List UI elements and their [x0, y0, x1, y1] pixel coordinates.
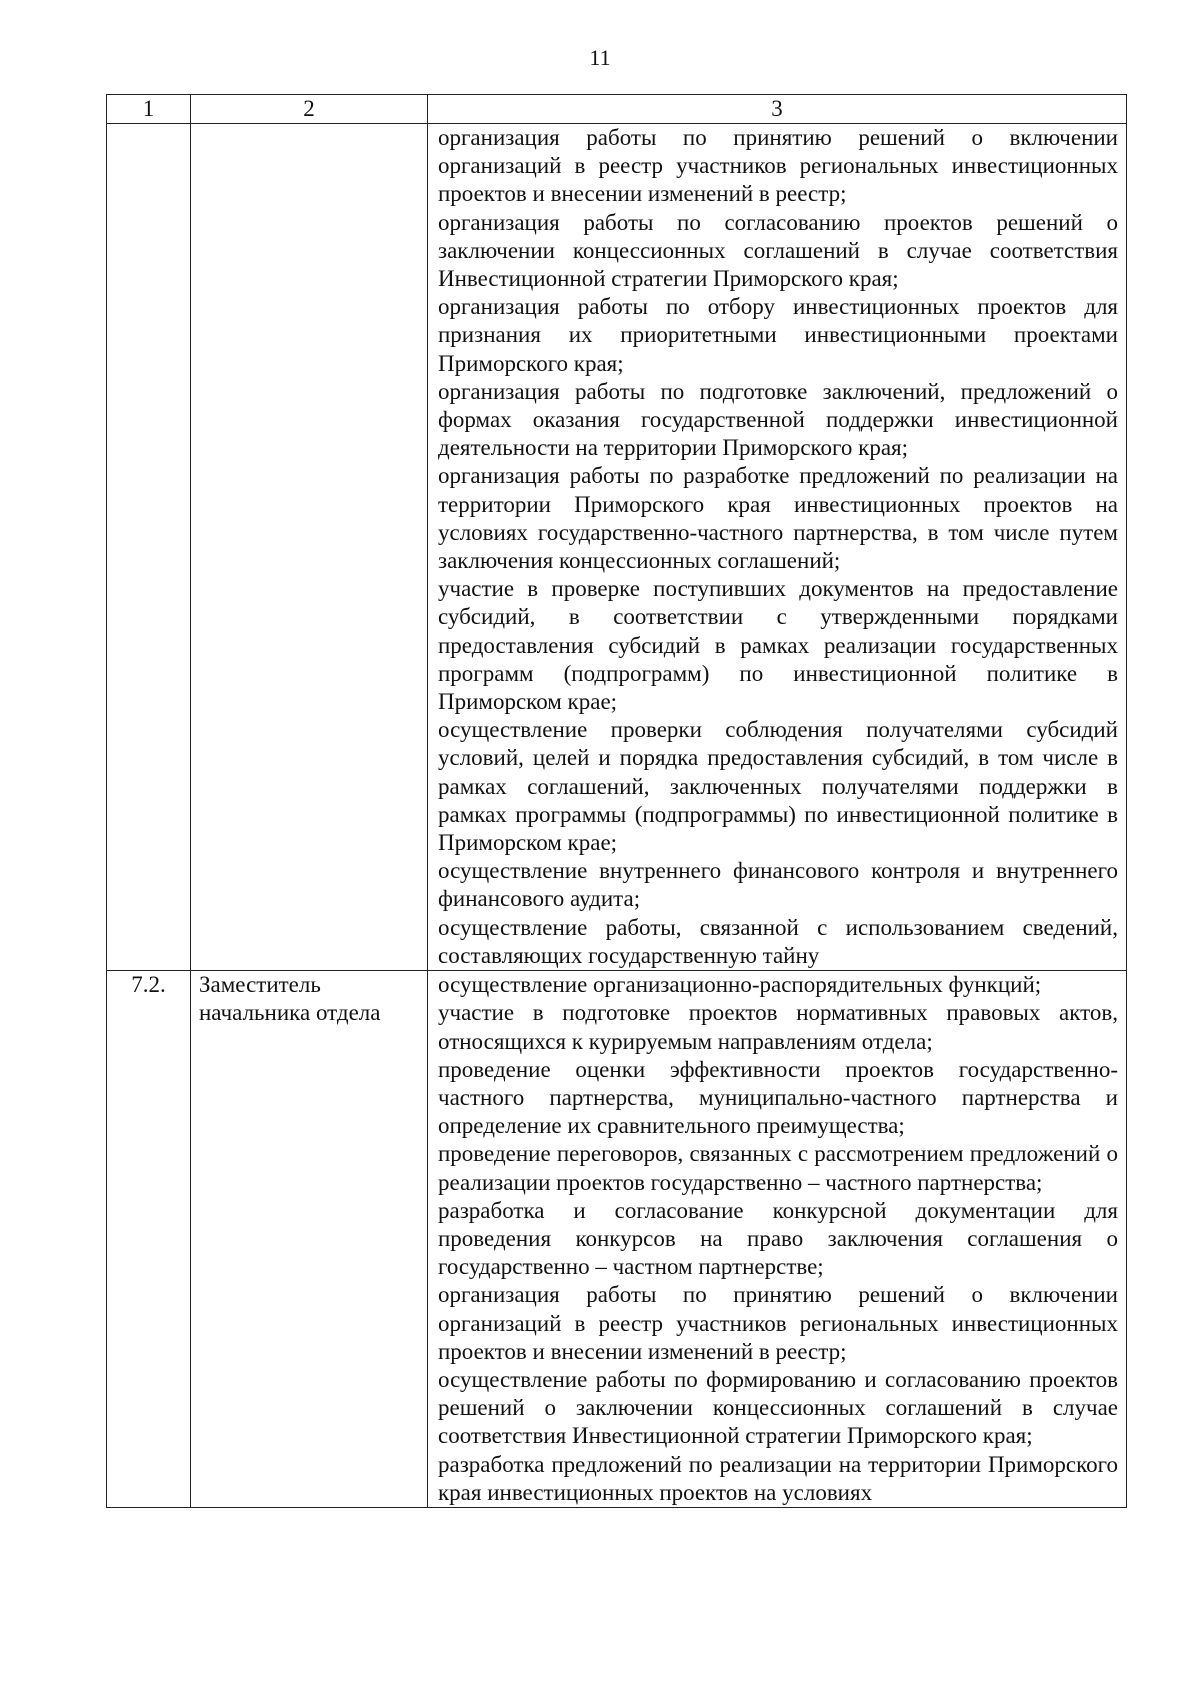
duty-item: осуществление работы, связанной с использованием сведений, составляющих государственную тайну	[438, 914, 1118, 968]
duty-item: организация работы по принятию решений о включении организаций в реестр участников региональных инвестиционных проектов и внесении изменений в реестр;	[438, 1282, 1118, 1364]
duty-item: разработка предложений по реализации на территории Приморского края инвестиционных проектов на условиях	[438, 1451, 1118, 1505]
position-title	[191, 124, 428, 971]
table-header-row	[107, 95, 1127, 124]
duty-item: организация работы по согласованию проектов решений о заключении концессионных соглашений в случае соответствия Инвестиционной стратегии Приморского края;	[438, 209, 1118, 292]
duty-item: осуществление организационно-распорядительных функций;	[438, 972, 1042, 998]
duties-table	[106, 94, 1127, 1508]
table-row	[107, 971, 1127, 1508]
duty-item: участие в проверке поступивших документов на предоставление субсидий, в соответствии с утвержденными порядками предоставления субсидий в рамках реализации государственных программ (подпрограмм) по инвестиционной политике в Приморском крае;	[438, 576, 1118, 715]
column-header-2: 2	[191, 95, 428, 124]
duty-item: организация работы по отбору инвестиционных проектов для признания их приоритетными инвестиционными проектами Приморского края;	[438, 294, 1118, 376]
duty-item: осуществление проверки соблюдения получателями субсидий условий, целей и порядка предоставления субсидий, в том числе в рамках соглашений, заключенных получателями поддержки в рамках программы (подпрограммы) по инвестиционной политике в Приморском крае;	[438, 717, 1118, 856]
column-header-3: 3	[428, 95, 1127, 124]
duty-item: участие в подготовке проектов нормативных правовых актов, относящихся к курируемым направлениям отдела;	[438, 1000, 1118, 1054]
duty-item: осуществление внутреннего финансового контроля и внутреннего финансового аудита;	[438, 858, 1118, 912]
position-title: Заместитель начальника отдела	[191, 971, 428, 1508]
duty-item: осуществление работы по формированию и согласованию проектов решений о заключении концессионных соглашений в случае соответствия Инвестиционной стратегии Приморского края;	[438, 1366, 1118, 1449]
row-number: 7.2.	[107, 971, 191, 1508]
duty-item: разработка и согласование конкурсной документации для проведения конкурсов на право заключения соглашения о государственно – частном партнерстве;	[438, 1197, 1118, 1280]
row-number	[107, 124, 191, 971]
duty-item: организация работы по принятию решений о включении организаций в реестр участников региональных инвестиционных проектов и внесении изменений в реестр;	[438, 125, 1118, 207]
duty-item: проведение переговоров, связанных с рассмотрением предложений о реализации проектов государственно – частного партнерства;	[438, 1141, 1118, 1195]
duty-item: организация работы по разработке предложений по реализации на территории Приморского края инвестиционных проектов на условиях государственно-частного партнерства, в том числе путем заключения концессионных соглашений;	[438, 463, 1118, 574]
duty-item: проведение оценки эффективности проектов государственно-частного партнерства, муниципально-частного партнерства и определение их сравнительного преимущества;	[438, 1056, 1118, 1139]
duty-item: организация работы по подготовке заключений, предложений о формах оказания государственной поддержки инвестиционной деятельности на территории Приморского края;	[438, 378, 1118, 461]
table-row	[107, 124, 1127, 971]
page-number: 11	[589, 45, 611, 70]
column-header-1: 1	[107, 95, 191, 124]
duties-cell	[428, 971, 1127, 1508]
duties-cell	[428, 124, 1127, 971]
